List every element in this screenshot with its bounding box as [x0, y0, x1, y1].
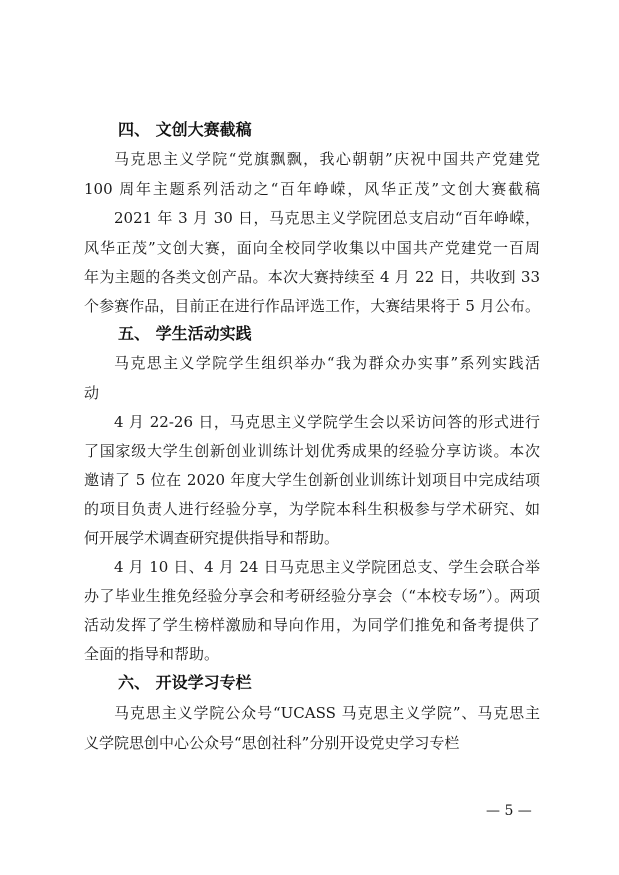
section-5-title-line-1: 马克思主义学院学生组织举办“我为群众办实事”系列实践活 [114, 354, 540, 372]
section-5-para-1-line-2: 了国家级大学生创新创业训练计划优秀成果的经验分享访谈。本次 [84, 442, 540, 460]
section-4-paragraph-line-3: 年为主题的各类文创产品。本次大赛持续至 4 月 22 日，共收到 33 [84, 268, 540, 286]
section-5-para-2-line-4: 全面的指导和帮助。 [84, 645, 220, 663]
section-5-para-1-line-3: 邀请了 5 位在 2020 年度大学生创新创业训练计划项目中完成结项 [84, 471, 540, 489]
section-heading-4: 四、 文创大赛截稿 [118, 120, 252, 139]
section-4-title-line-1: 马克思主义学院“党旗飘飘，我心朝朝”庆祝中国共产党建党 [114, 150, 540, 168]
section-6-title-line-2: 义学院思创中心公众号“思创社科”分别开设党史学习专栏 [84, 734, 460, 752]
section-5-para-2-line-3: 活动发挥了学生榜样激励和导向作用，为同学们推免和备考提供了 [84, 616, 540, 634]
section-5-title-line-2: 动 [84, 384, 100, 402]
section-4-paragraph-line-2: 风华正茂”文创大赛，面向全校同学收集以中国共产党建党一百周 [84, 239, 540, 257]
section-4-paragraph-line-1: 2021 年 3 月 30 日，马克思主义学院团总支启动“百年峥嵘， [114, 209, 540, 227]
section-5-para-1-line-4: 的项目负责人进行经验分享，为学院本科生积极参与学术研究、如 [84, 500, 540, 518]
section-6-title-line-1: 马克思主义学院公众号“UCASS 马克思主义学院”、马克思主 [114, 704, 540, 722]
section-5-para-2-line-2: 办了毕业生推免经验分享会和考研经验分享会（“本校专场”）。两项 [84, 587, 540, 605]
section-4-title-line-2: 100 周年主题系列活动之“百年峥嵘，风华正茂”文创大赛截稿 [84, 180, 540, 198]
section-heading-5: 五、 学生活动实践 [118, 324, 252, 343]
section-5-para-2-line-1: 4 月 10 日、4 月 24 日马克思主义学院团总支、学生会联合举 [114, 558, 540, 576]
section-5-para-1-line-1: 4 月 22-26 日，马克思主义学院学生会以采访问答的形式进行 [114, 413, 540, 431]
section-5-para-1-line-5: 何开展学术调查研究提供指导和帮助。 [84, 529, 340, 547]
section-heading-6: 六、 开设学习专栏 [118, 673, 252, 692]
section-4-paragraph-line-4: 个参赛作品，目前正在进行作品评选工作，大赛结果将于 5 月公布。 [84, 297, 540, 315]
page-number: — 5 — [486, 803, 532, 819]
